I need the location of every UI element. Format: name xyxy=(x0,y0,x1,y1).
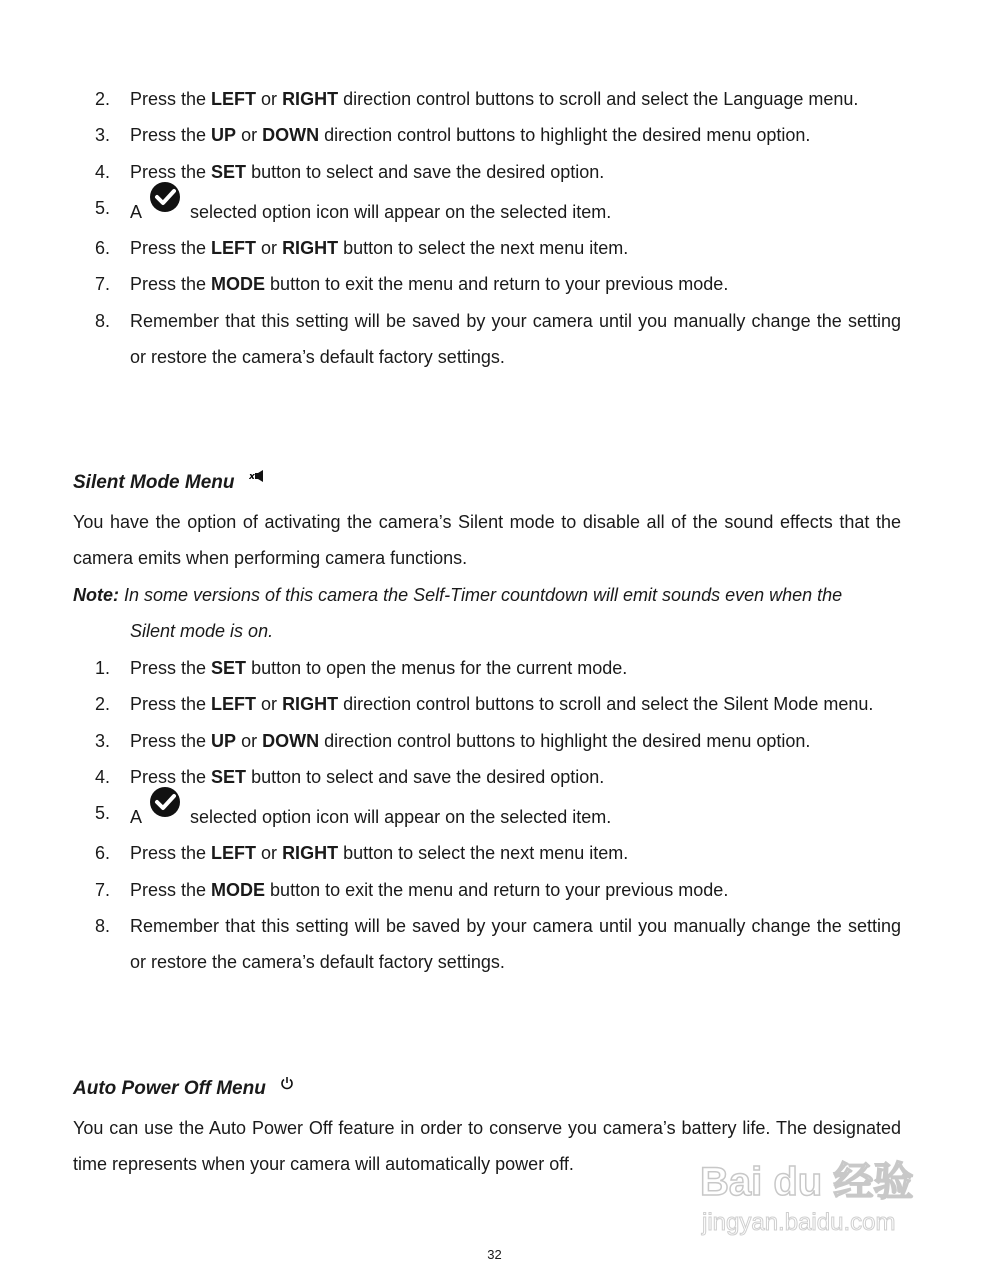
list-item-number: 8. xyxy=(95,916,111,937)
list-item-text: Remember that this setting will be saved by your camera until you manually change the setting or restore the camera’s default factory settings. xyxy=(130,916,901,973)
list-item xyxy=(73,303,901,376)
checkmark-circle-icon xyxy=(148,180,182,214)
svg-text:Bai du 经验: Bai du 经验 xyxy=(700,1160,914,1204)
list-item xyxy=(73,117,901,153)
list-item-text: Press the SET button to open the menus for the current mode. xyxy=(130,658,628,678)
page-number: 32 xyxy=(487,1247,502,1262)
list-item-text: Press the SET button to select and save the desired option. xyxy=(130,161,605,182)
list-item-text: Press the MODE button to exit the menu and return to your previous mode. xyxy=(130,879,729,900)
list-item-number: 7. xyxy=(95,274,111,295)
silent-mode-heading: Silent Mode Menu x xyxy=(73,468,267,494)
language-steps-list xyxy=(73,81,901,375)
list-item-number: 3. xyxy=(95,125,111,146)
list-item-number: 2. xyxy=(95,694,111,715)
list-item xyxy=(73,190,901,230)
list-item-number: 6. xyxy=(95,238,111,259)
auto-power-off-heading: Auto Power Off Menu xyxy=(73,1074,294,1100)
silent-mode-intro: You have the option of activating the camera’s Silent mode to disable all of the sound effects that the camera emits when performing camera functions. xyxy=(73,512,901,569)
list-item xyxy=(73,230,901,266)
list-item-text: Press the UP or DOWN direction control buttons to highlight the desired menu option. xyxy=(130,125,811,146)
list-item xyxy=(73,650,901,686)
list-item xyxy=(73,266,901,302)
list-item-text: Press the SET button to select and save the desired option. xyxy=(130,766,605,787)
list-item-number: 7. xyxy=(95,879,111,900)
auto-power-off-intro: You can use the Auto Power Off feature in order to conserve you camera’s battery life. The designated time represents when your camera will automatically power off. xyxy=(73,1118,901,1175)
list-item-text: Remember that this setting will be saved by your camera until you manually change the setting or restore the camera’s default factory settings. xyxy=(130,310,901,368)
list-item-number: 5. xyxy=(95,197,111,218)
list-item-text: Press the LEFT or RIGHT button to select the next menu item. xyxy=(130,238,629,259)
list-item-number: 6. xyxy=(95,843,111,864)
list-item xyxy=(73,908,901,981)
baidu-watermark xyxy=(700,1150,940,1250)
list-item xyxy=(73,872,901,908)
speaker-mute-icon xyxy=(249,468,267,490)
list-item-number: 4. xyxy=(95,766,111,787)
list-item-text: Press the UP or DOWN direction control buttons to highlight the desired menu option. xyxy=(130,730,811,751)
checkmark-circle-icon xyxy=(148,785,182,819)
list-item xyxy=(73,154,901,190)
svg-text:x: x xyxy=(248,472,255,482)
list-item-number: 3. xyxy=(95,730,111,751)
list-item-number: 5. xyxy=(95,803,111,824)
list-item-text: A selected option icon will appear on the selected item. xyxy=(130,190,901,230)
list-item xyxy=(73,723,901,759)
list-item-number: 2. xyxy=(95,89,111,109)
list-item xyxy=(73,795,901,835)
list-item-number: 1. xyxy=(95,658,111,678)
list-item-text: Press the LEFT or RIGHT direction control buttons to scroll and select the Language menu. xyxy=(130,89,859,109)
silent-steps-list xyxy=(73,650,901,981)
list-item-text: A selected option icon will appear on the selected item. xyxy=(130,795,901,835)
list-item-number: 4. xyxy=(95,161,111,182)
list-item xyxy=(73,686,901,722)
list-item xyxy=(73,759,901,795)
svg-text:jingyan.baidu.com: jingyan.baidu.com xyxy=(702,1209,896,1236)
list-item-text: Press the LEFT or RIGHT button to select the next menu item. xyxy=(130,843,629,864)
list-item-text: Press the MODE button to exit the menu and return to your previous mode. xyxy=(130,274,729,295)
list-item-number: 8. xyxy=(95,310,111,331)
list-item-text: Press the LEFT or RIGHT direction control buttons to scroll and select the Silent Mode menu. xyxy=(130,694,874,715)
list-item xyxy=(73,81,901,117)
power-icon xyxy=(280,1074,294,1096)
list-item xyxy=(73,835,901,871)
silent-mode-note: Note: In some versions of this camera the Self-Timer countdown will emit sounds even when the Silent mode is on. xyxy=(73,585,843,642)
